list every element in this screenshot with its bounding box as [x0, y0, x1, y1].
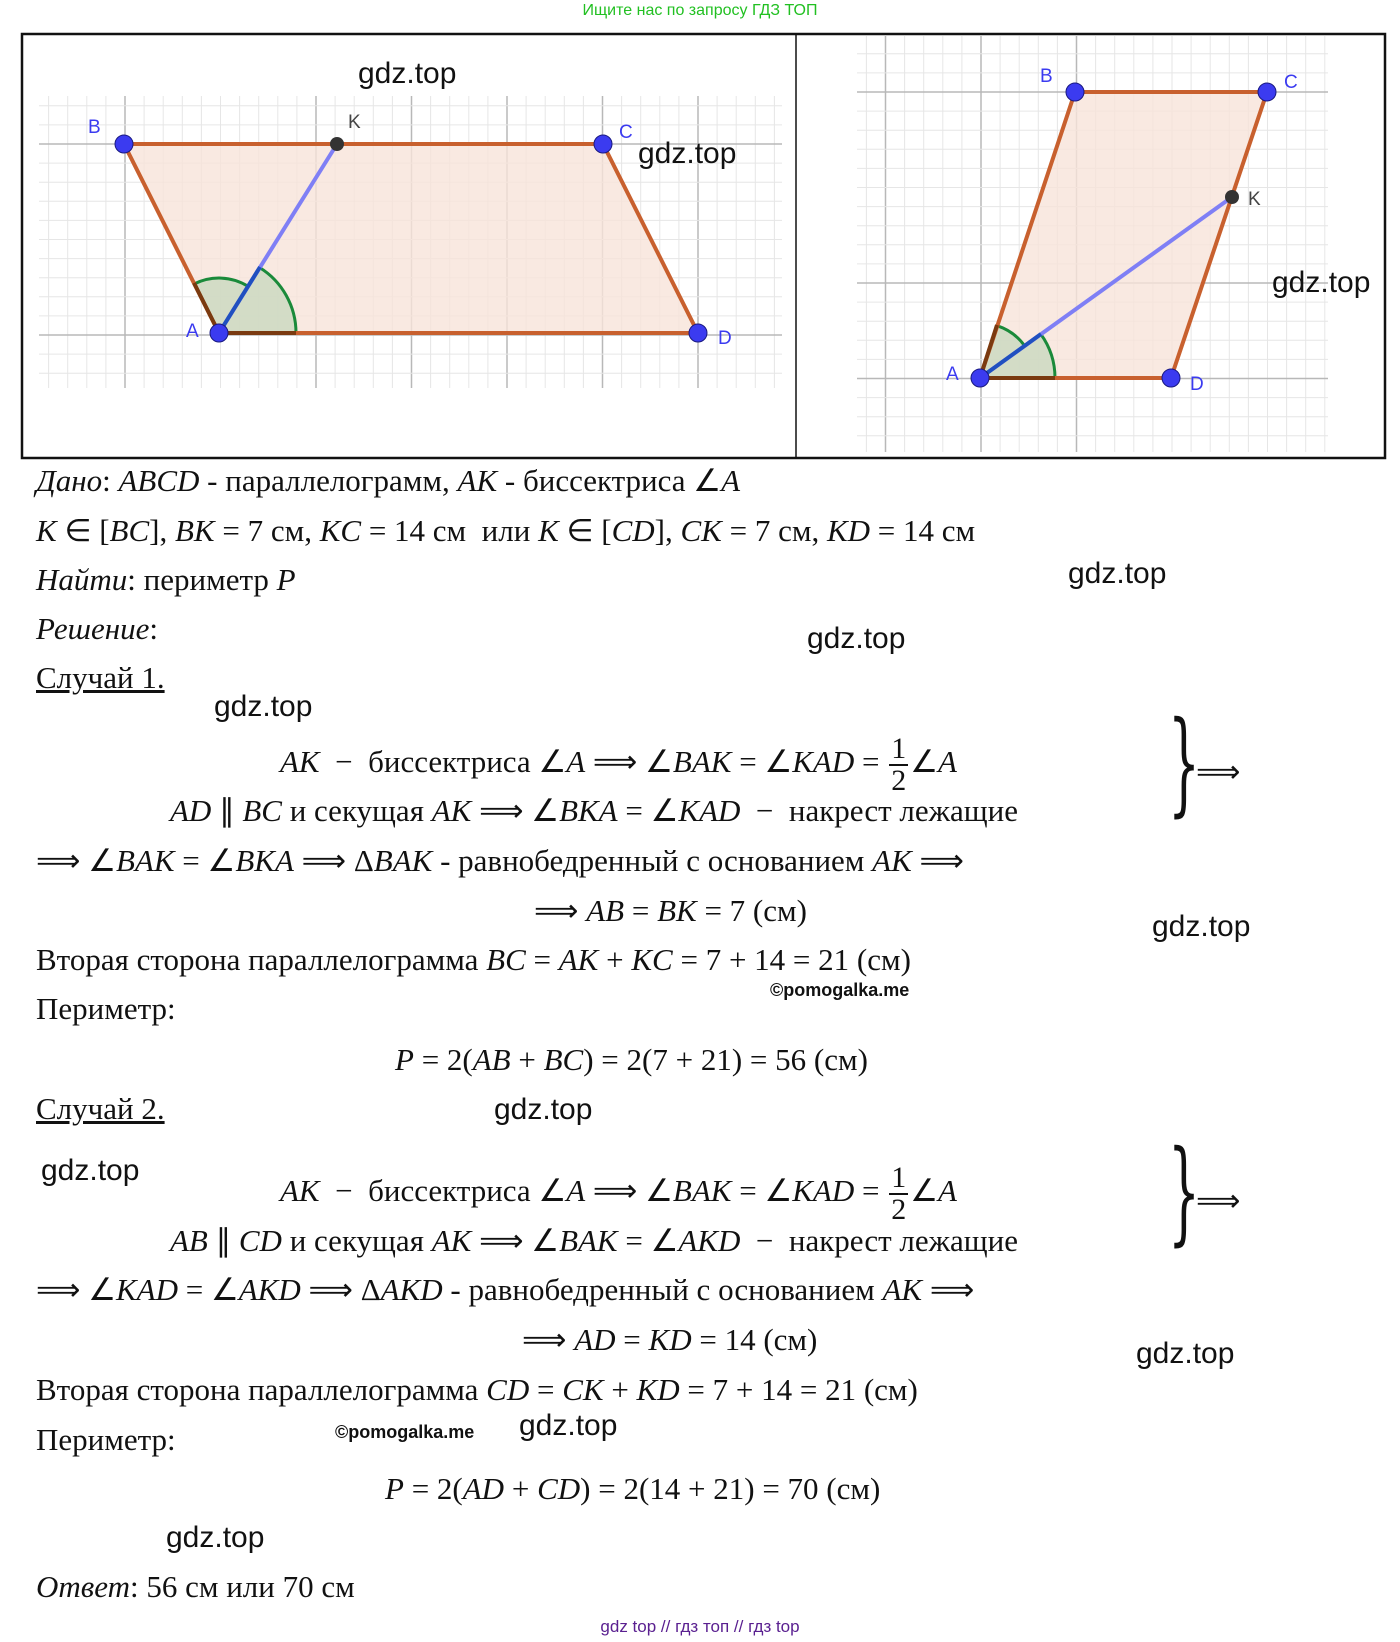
- label-c: C: [619, 122, 633, 143]
- math-variable: BAK: [672, 744, 732, 780]
- text-segment: = 14 (см): [691, 1322, 818, 1357]
- point-k[interactable]: [1225, 190, 1239, 204]
- math-variable: AB: [472, 1042, 511, 1077]
- copyright-mark: ©pomogalka.me: [770, 980, 910, 1000]
- math-variable: CD: [611, 513, 655, 548]
- watermark: gdz.top: [519, 1409, 618, 1442]
- text-segment: ) = 2(7 + 21) = 56 (см): [583, 1042, 868, 1077]
- math-variable: AD: [462, 1471, 505, 1506]
- text-segment: Вторая сторона параллелограмма: [36, 942, 487, 977]
- watermark: gdz.top: [41, 1154, 140, 1187]
- system-brace: }: [1168, 698, 1201, 828]
- math-variable: BKA: [559, 793, 618, 828]
- math-variable: CD: [238, 1223, 282, 1258]
- implies-arrow: ⟹: [1196, 1183, 1241, 1218]
- solution-line: [280, 1163, 957, 1225]
- math-variable: AK: [872, 843, 912, 878]
- math-variable: ABCD: [118, 463, 200, 498]
- text-segment: = 14 см: [870, 513, 976, 548]
- solution-line: [385, 1471, 880, 1507]
- watermark: gdz.top: [638, 137, 737, 170]
- text-segment: ⟹ Δ: [293, 843, 374, 878]
- watermark: gdz.top: [807, 622, 906, 655]
- text-segment: = 7 + 14 = 21 (см): [672, 942, 911, 977]
- system-brace: }: [1168, 1127, 1201, 1257]
- text-segment: - параллелограмм,: [199, 463, 458, 498]
- text-segment: +: [504, 1471, 538, 1506]
- math-variable: A: [938, 744, 957, 780]
- watermark: gdz.top: [1272, 266, 1371, 299]
- text-segment: =: [854, 744, 888, 780]
- math-variable: Решение: [36, 611, 150, 646]
- math-variable: A: [938, 1173, 957, 1209]
- math-variable: A: [566, 744, 586, 780]
- math-variable: Дано: [36, 463, 103, 498]
- watermark: gdz.top: [214, 690, 313, 723]
- fraction-denominator: 2: [891, 1193, 907, 1226]
- text-segment: Периметр:: [36, 1422, 176, 1457]
- text-segment: - равнобедренный с основанием: [432, 843, 873, 878]
- math-variable: BAK: [373, 843, 433, 878]
- solution-line: [36, 1569, 355, 1605]
- text-segment: = ∠: [174, 843, 236, 878]
- text-segment: = 7 + 14 = 21 (см): [679, 1372, 918, 1407]
- watermark: gdz.top: [358, 57, 457, 90]
- text-segment: ⟹ ∠: [471, 1223, 560, 1258]
- text-segment: ⟹ ∠: [36, 843, 116, 878]
- watermark: gdz.top: [1136, 1337, 1235, 1370]
- math-variable: AD: [574, 1322, 616, 1357]
- solution-line: [36, 463, 740, 499]
- fraction-one-half: [889, 734, 908, 796]
- math-variable: AK: [280, 744, 320, 780]
- label-k: K: [348, 112, 361, 133]
- text-segment: =: [615, 1322, 649, 1357]
- solution-line: [36, 942, 911, 978]
- text-segment: ⟹: [922, 1272, 975, 1307]
- solution-line: [280, 734, 957, 796]
- case-heading: Случай 1.: [36, 660, 165, 695]
- text-segment: =: [525, 942, 559, 977]
- math-variable: K: [538, 513, 559, 548]
- math-variable: BC: [486, 942, 526, 977]
- fraction-one-half: [889, 1163, 908, 1225]
- solution-line: [36, 562, 296, 598]
- text-segment: ∠: [910, 744, 939, 780]
- text-segment: Вторая сторона параллелограмма: [36, 1372, 487, 1407]
- math-variable: KC: [319, 513, 362, 548]
- math-variable: AK: [882, 1272, 923, 1307]
- parallelogram-left: [88, 112, 732, 349]
- math-variable: AB: [170, 1223, 208, 1258]
- text-segment: =: [529, 1372, 563, 1407]
- text-segment: − биссектриса ∠: [319, 1173, 567, 1209]
- text-segment: и секущая: [281, 793, 432, 828]
- math-variable: AK: [431, 1223, 472, 1258]
- footer-links: gdz top // гдз топ // гдз top: [600, 1617, 800, 1636]
- text-segment: ],: [654, 513, 681, 548]
- math-variable: BK: [174, 513, 215, 548]
- parallelogram-fill: [980, 92, 1267, 378]
- point-d[interactable]: [689, 324, 707, 342]
- text-segment: ∈ [: [56, 513, 110, 548]
- text-segment: ⟹ ∠: [585, 1173, 673, 1209]
- math-variable: KAD: [792, 744, 855, 780]
- search-hint: Ищите нас по запросу ГДЗ ТОП: [582, 2, 818, 19]
- fraction-numerator: 1: [891, 732, 907, 765]
- text-segment: ⟹ ∠: [471, 793, 560, 828]
- math-variable: KD: [648, 1322, 692, 1357]
- label-d: D: [718, 328, 732, 349]
- solution-line: [170, 793, 1018, 829]
- watermark: gdz.top: [166, 1521, 265, 1554]
- text-segment: =: [624, 893, 658, 928]
- text-segment: +: [598, 942, 632, 977]
- solution-line: [36, 1091, 165, 1127]
- math-variable: BAK: [672, 1173, 732, 1209]
- solution-line: [534, 893, 807, 929]
- text-segment: =: [854, 1173, 888, 1209]
- text-segment: ∥: [211, 793, 243, 828]
- math-variable: KC: [631, 942, 673, 977]
- math-variable: AK: [457, 463, 498, 498]
- text-segment: :: [149, 611, 158, 646]
- math-variable: AB: [586, 893, 625, 928]
- point-a[interactable]: [971, 369, 989, 387]
- solution-line: [36, 1272, 974, 1308]
- math-variable: CK: [680, 513, 722, 548]
- text-segment: :: [102, 463, 119, 498]
- text-segment: +: [603, 1372, 637, 1407]
- text-segment: ⟹ ∠: [585, 744, 673, 780]
- math-variable: AKD: [380, 1272, 443, 1307]
- text-segment: ⟹ ∠: [36, 1272, 116, 1307]
- solution-line: [36, 611, 158, 647]
- solution-line: [36, 1422, 176, 1458]
- text-segment: = 7 см,: [214, 513, 320, 548]
- math-variable: AK: [558, 942, 599, 977]
- point-a[interactable]: [210, 324, 228, 342]
- parallelogram-right: [946, 66, 1298, 395]
- solution-line: [36, 513, 975, 549]
- copyright-mark: ©pomogalka.me: [335, 1422, 475, 1442]
- math-variable: BK: [657, 893, 697, 928]
- math-variable: P: [276, 562, 296, 597]
- math-variable: A: [566, 1173, 586, 1209]
- text-segment: ⟹: [534, 893, 587, 928]
- fraction-denominator: 2: [891, 764, 907, 797]
- label-d: D: [1190, 374, 1204, 395]
- text-segment: - равнобедренный с основанием: [442, 1272, 883, 1307]
- math-variable: AK: [280, 1173, 320, 1209]
- text-segment: = 2(: [413, 1042, 473, 1077]
- math-variable: AD: [170, 793, 212, 828]
- text-segment: = 7 (см): [696, 893, 807, 928]
- point-c[interactable]: [594, 135, 612, 153]
- diagrams: [0, 0, 1400, 470]
- math-variable: KD: [636, 1372, 680, 1407]
- solution-line: [36, 843, 964, 879]
- text-segment: = ∠: [177, 1272, 239, 1307]
- math-variable: P: [385, 1471, 404, 1506]
- text-segment: = ∠: [617, 793, 679, 828]
- text-segment: ∥: [207, 1223, 239, 1258]
- text-segment: = ∠: [617, 1223, 679, 1258]
- text-segment: ⟹ Δ: [300, 1272, 381, 1307]
- point-b[interactable]: [1066, 83, 1084, 101]
- text-segment: = 7 см,: [721, 513, 827, 548]
- solution-line: [36, 660, 165, 696]
- math-variable: BAK: [115, 843, 175, 878]
- label-c: C: [1284, 72, 1298, 93]
- math-variable: KAD: [792, 1173, 855, 1209]
- text-segment: ∈ [: [558, 513, 612, 548]
- math-variable: AKD: [678, 1223, 741, 1258]
- point-b[interactable]: [115, 135, 133, 153]
- text-segment: − накрест лежащие: [740, 793, 1019, 828]
- text-segment: = ∠: [731, 744, 793, 780]
- math-variable: KD: [826, 513, 871, 548]
- watermark: gdz.top: [494, 1093, 593, 1126]
- math-variable: AKD: [238, 1272, 301, 1307]
- text-segment: : 56 см или 70 см: [129, 1569, 355, 1604]
- fraction-numerator: 1: [891, 1161, 907, 1194]
- math-variable: AK: [431, 793, 472, 828]
- point-c[interactable]: [1258, 83, 1276, 101]
- math-variable: Ответ: [36, 1569, 130, 1604]
- label-k: K: [1248, 189, 1261, 210]
- math-variable: P: [395, 1042, 414, 1077]
- math-variable: Найти: [36, 562, 128, 597]
- math-variable: K: [36, 513, 57, 548]
- math-variable: BAK: [559, 1223, 618, 1258]
- math-variable: CD: [537, 1471, 581, 1506]
- math-variable: A: [721, 463, 741, 498]
- math-variable: KAD: [115, 1272, 178, 1307]
- solution-line: [36, 991, 176, 1027]
- math-variable: BKA: [235, 843, 294, 878]
- point-k[interactable]: [330, 137, 344, 151]
- solution-line: [36, 1372, 918, 1408]
- text-segment: - биссектриса ∠: [497, 463, 722, 498]
- text-segment: +: [510, 1042, 544, 1077]
- math-variable: CD: [486, 1372, 530, 1407]
- math-variable: BC: [109, 513, 150, 548]
- case-heading: Случай 2.: [36, 1091, 165, 1126]
- text-segment: − биссектриса ∠: [319, 744, 567, 780]
- watermark: gdz.top: [1068, 557, 1167, 590]
- solution-line: [522, 1322, 817, 1358]
- implies-arrow: ⟹: [1196, 754, 1241, 789]
- text-segment: = ∠: [731, 1173, 793, 1209]
- text-segment: ) = 2(14 + 21) = 70 (см): [580, 1471, 881, 1506]
- text-segment: ⟹: [522, 1322, 575, 1357]
- text-segment: и секущая: [281, 1223, 432, 1258]
- text-segment: ⟹: [911, 843, 964, 878]
- text-segment: − накрест лежащие: [740, 1223, 1019, 1258]
- label-b: B: [1040, 66, 1053, 87]
- math-variable: BC: [242, 793, 282, 828]
- math-variable: BC: [543, 1042, 584, 1077]
- label-a: A: [946, 364, 959, 385]
- label-b: B: [88, 117, 101, 138]
- text-segment: ∠: [910, 1173, 939, 1209]
- math-variable: CK: [562, 1372, 604, 1407]
- label-a: A: [186, 321, 199, 342]
- solution-line: [170, 1223, 1018, 1259]
- point-d[interactable]: [1162, 369, 1180, 387]
- text-segment: : периметр: [127, 562, 277, 597]
- math-variable: KAD: [678, 793, 741, 828]
- text-segment: = 14 см или: [361, 513, 539, 548]
- text-segment: = 2(: [403, 1471, 463, 1506]
- solution-line: [395, 1042, 868, 1078]
- text-segment: ],: [149, 513, 175, 548]
- text-segment: Периметр:: [36, 991, 176, 1026]
- watermark: gdz.top: [1152, 910, 1251, 943]
